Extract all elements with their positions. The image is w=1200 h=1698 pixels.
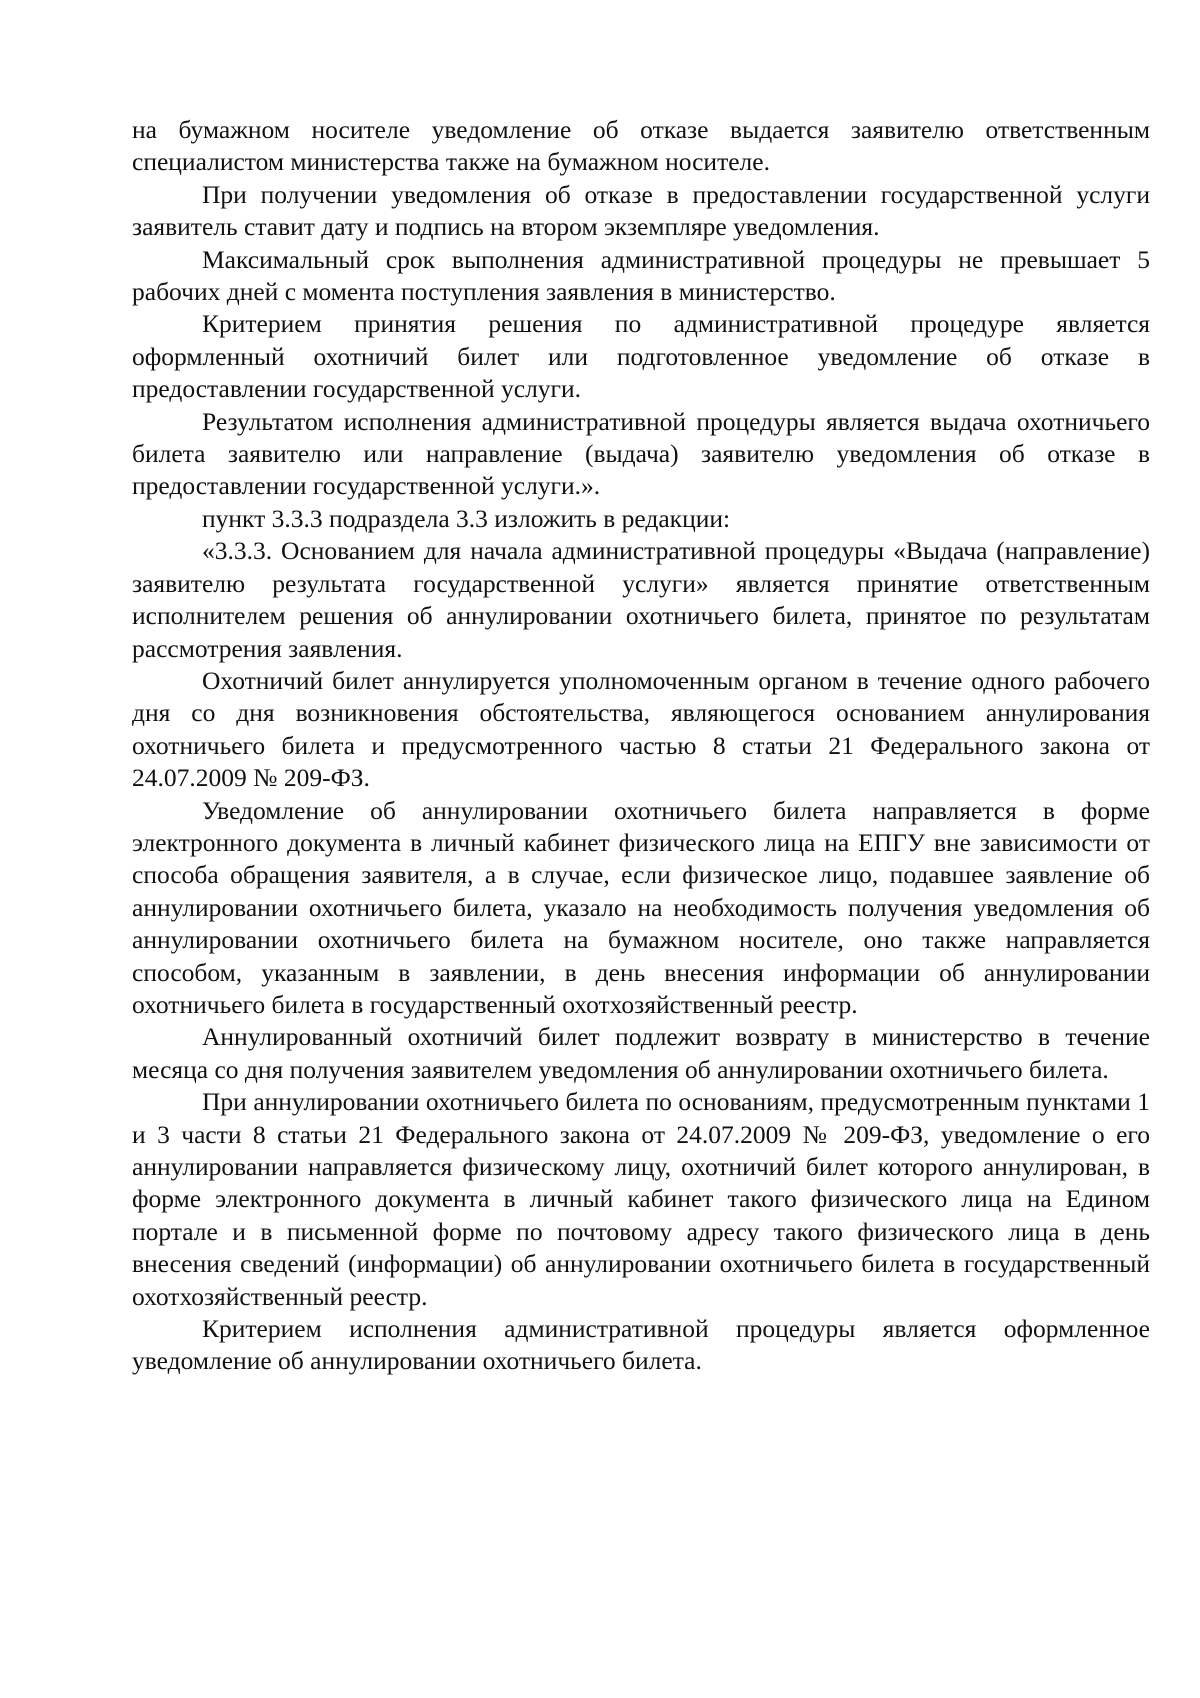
paragraph-max-term: Максимальный срок выполнения административной процедуры не превышает 5 рабочих дней с момента поступления заявления в министерство. bbox=[132, 244, 1150, 307]
paragraph-refusal-paper-notice: на бумажном носителе уведомление об отказе выдается заявителю ответственным специалистом министерства также на бумажном носителе. bbox=[132, 115, 1150, 177]
paragraph-annulled-ticket-return: Аннулированный охотничий билет подлежит возврату в министерство в течение месяца со дня получения заявителем уведомления об аннулировании охотничьего билета. bbox=[132, 1022, 1150, 1084]
paragraph-annulment-grounds-notice: При аннулировании охотничьего билета по основаниям, предусмотренным пунктами 1 и 3 части 8 статьи 21 Федерального закона от 24.07.2009 № 209-ФЗ, уведомление о его аннулировании направляется физическому лицу, охотничий билет которого аннулирован, в форме электронного документа в личный кабинет такого физического лица на Едином портале и в письменной форме по почтовому адресу такого физического лица в день внесения сведений (информации) об аннулировании охотничьего билета в государственный охотхозяйственный реестр. bbox=[132, 1087, 1150, 1311]
paragraph-annulment-term: Охотничий билет аннулируется уполномоченным органом в течение одного рабочего дня со дня возникновения обстоятельства, являющегося основанием аннулирования охотничьего билета и предусмотренного частью 8 статьи 21 Федерального закона от 24.07.2009 № 209-ФЗ. bbox=[132, 665, 1150, 793]
paragraph-execution-criterion: Критерием исполнения административной процедуры является оформленное уведомление об аннулировании охотничьего билета. bbox=[132, 1314, 1150, 1376]
paragraph-amend-clause-3-3-3: пункт 3.3.3 подраздела 3.3 изложить в редакции: bbox=[202, 503, 731, 533]
paragraph-annulment-notice: Уведомление об аннулировании охотничьего билета направляется в форме электронного документа в личный кабинет физического лица на ЕПГУ вне зависимости от способа обращения заявителя, а в случае, если физическое лицо, подавшее заявление об аннулировании охотничьего билета, указало на необходимость получения уведомления об аннулировании охотничьего билета на бумажном носителе, оно также направляется способом, указанным в заявлении, в день внесения информации об аннулировании охотничьего билета в государственный охотхозяйственный реестр. bbox=[132, 795, 1150, 1019]
paragraph-clause-3-3-3-basis: «3.3.3. Основанием для начала административной процедуры «Выдача (направление) заявителю результата государственной услуги» является принятие ответственным исполнителем решения об аннулировании охотничьего билета, принятое по результатам рассмотрения заявления. bbox=[132, 536, 1150, 663]
paragraph-refusal-receipt-signature: При получении уведомления об отказе в предоставлении государственной услуги заявитель ставит дату и подпись на втором экземпляре уведомления. bbox=[132, 179, 1150, 242]
document-page bbox=[132, 114, 1150, 1378]
paragraph-procedure-result: Результатом исполнения административной процедуры является выдача охотничьего билета заявителю или направление (выдача) заявителю уведомления об отказе в предоставлении государственной услуги.». bbox=[132, 406, 1150, 501]
paragraph-decision-criterion: Критерием принятия решения по административной процедуре является оформленный охотничий билет или подготовленное уведомление об отказе в предоставлении государственной услуги. bbox=[132, 309, 1150, 404]
